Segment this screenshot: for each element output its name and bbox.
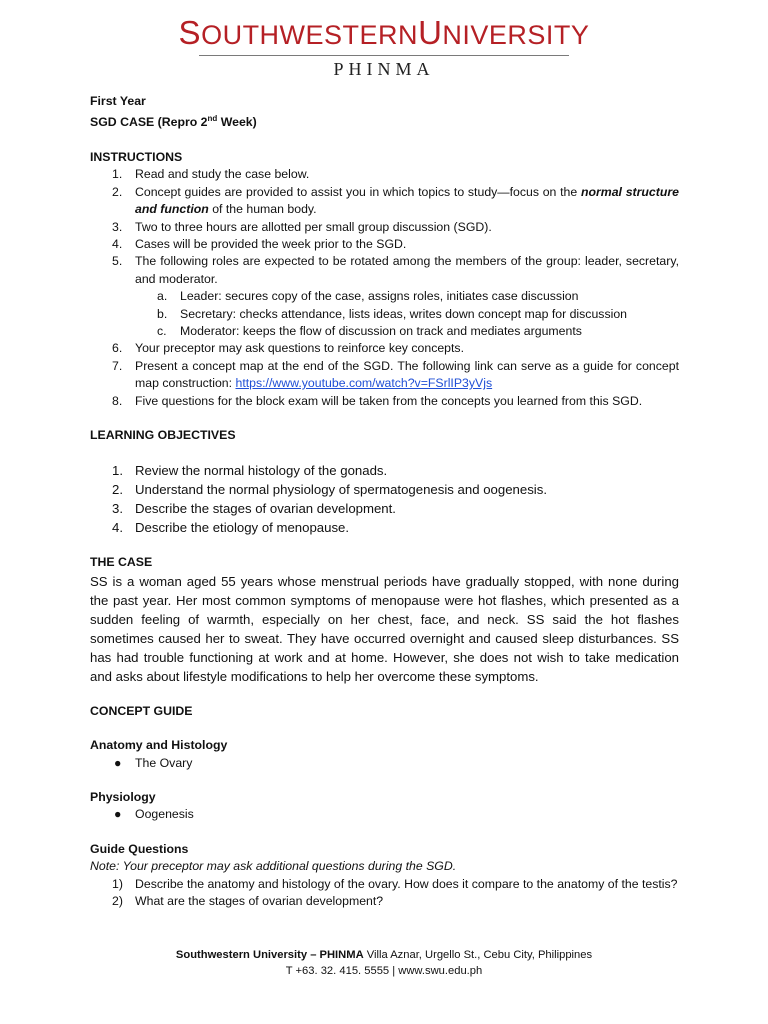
header-divider bbox=[199, 55, 569, 56]
item-text: Leader: secures copy of the case, assigns roles, initiates case discussion bbox=[180, 289, 579, 304]
physiology-list bbox=[90, 806, 679, 823]
year-label: First Year bbox=[90, 94, 146, 108]
list-item bbox=[90, 755, 679, 772]
university-name bbox=[179, 16, 590, 52]
list-item bbox=[90, 219, 679, 236]
list-item bbox=[90, 184, 679, 219]
list-item bbox=[90, 166, 679, 183]
bullet-icon: ● bbox=[114, 755, 122, 770]
list-item bbox=[135, 323, 679, 340]
list-item bbox=[90, 358, 679, 393]
item-number: 5. bbox=[112, 254, 123, 269]
list-item bbox=[90, 518, 679, 537]
item-number: 2. bbox=[112, 184, 123, 199]
case-heading: THE CASE bbox=[90, 555, 153, 570]
roles-list bbox=[135, 288, 679, 340]
item-text: Describe the anatomy and histology of the ovary. How does it compare to the anatomy of the testis? bbox=[135, 876, 678, 891]
footer-contact: T +63. 32. 415. 5555 | www.swu.edu.ph bbox=[285, 965, 483, 977]
footer-address: Villa Aznar, Urgello St., Cebu City, Philippines bbox=[363, 949, 593, 961]
item-text: Describe the stages of ovarian development. bbox=[135, 501, 396, 517]
case-narrative: SS is a woman aged 55 years whose menstrual periods have gradually stopped, with none during the past year. Her most common symptoms of menopause were hot flashes, which presented as a sudden feeling of warmth, especially on her chest, face, and neck. SS said the hot flashes sometimes caused her to sweat. They have occurred overnight and caused sleep disturbances. SS has had trouble functioning at work and at home. However, she does not wish to take medication and asks about lifestyle modifications to help her overcome these symptoms. bbox=[90, 573, 679, 684]
case-title-sup: nd bbox=[207, 114, 218, 124]
sub-brand: PHINMA bbox=[333, 59, 435, 79]
letterhead bbox=[0, 16, 768, 80]
item-number: 7. bbox=[112, 358, 123, 373]
objectives-heading: LEARNING OBJECTIVES bbox=[90, 428, 236, 442]
list-item bbox=[90, 480, 679, 499]
emphasis-text: normal structure and function bbox=[135, 184, 679, 217]
instructions-list bbox=[90, 166, 679, 410]
guide-questions-heading: Guide Questions bbox=[90, 841, 189, 856]
instructions-heading: INSTRUCTIONS bbox=[90, 149, 183, 164]
item-text: Oogenesis bbox=[135, 807, 194, 822]
item-number: 1) bbox=[112, 876, 123, 891]
item-text: Two to three hours are allotted per small group discussion (SGD). bbox=[135, 219, 492, 234]
list-item bbox=[90, 876, 679, 893]
item-text: Your preceptor may ask questions to reinforce key concepts. bbox=[135, 341, 465, 356]
item-text: Understand the normal physiology of spermatogenesis and oogenesis. bbox=[135, 482, 547, 498]
item-text: What are the stages of ovarian development? bbox=[135, 894, 384, 909]
name-part-1: OUTHWESTERN bbox=[201, 20, 419, 50]
guide-questions-list bbox=[90, 876, 679, 911]
anatomy-heading: Anatomy and Histology bbox=[90, 738, 228, 753]
item-number: 4. bbox=[112, 520, 123, 536]
anatomy-list bbox=[90, 755, 679, 772]
case-title bbox=[90, 110, 679, 132]
item-number: 3. bbox=[112, 501, 123, 517]
item-text: Five questions for the block exam will be taken from the concepts you learned from this SGD. bbox=[135, 393, 643, 408]
item-text: Concept guides are provided to assist you in which topics to study—focus on the bbox=[135, 184, 581, 199]
item-number: 8. bbox=[112, 393, 123, 408]
list-item bbox=[90, 461, 679, 480]
item-number: 6. bbox=[112, 341, 123, 356]
list-item bbox=[90, 253, 679, 340]
item-text: Cases will be provided the week prior to the SGD. bbox=[135, 236, 407, 251]
case-title-suffix: Week) bbox=[217, 115, 257, 130]
item-number: 3. bbox=[112, 219, 123, 234]
physiology-heading: Physiology bbox=[90, 790, 156, 805]
item-number: 1. bbox=[112, 167, 123, 182]
item-text: Describe the etiology of menopause. bbox=[135, 520, 350, 536]
footer-address-line bbox=[0, 947, 768, 963]
concept-guide-heading: CONCEPT GUIDE bbox=[90, 703, 193, 718]
list-item bbox=[135, 288, 679, 305]
item-text: The Ovary bbox=[135, 755, 193, 770]
concept-map-video-link[interactable]: https://www.youtube.com/watch?v=FSrlIP3yVjs bbox=[235, 376, 493, 391]
item-number: a. bbox=[157, 289, 168, 304]
list-item bbox=[135, 306, 679, 323]
item-text: The following roles are expected to be rotated among the members of the group: leader, secretary, and moderator. bbox=[135, 254, 679, 286]
item-text: Secretary: checks attendance, lists ideas, writes down concept map for discussion bbox=[180, 306, 627, 321]
item-text: Review the normal histology of the gonads. bbox=[135, 463, 388, 479]
list-item bbox=[90, 393, 679, 410]
item-number: 1. bbox=[112, 463, 123, 479]
list-item bbox=[90, 340, 679, 357]
item-number: c. bbox=[157, 323, 167, 338]
bullet-icon: ● bbox=[114, 807, 122, 822]
item-number: 2. bbox=[112, 482, 123, 498]
list-item bbox=[90, 499, 679, 518]
document-body bbox=[90, 93, 679, 910]
item-text: Present a concept map at the end of the SGD. The following link can serve as a guide for concept map construction: bbox=[135, 358, 679, 391]
list-item bbox=[90, 236, 679, 253]
item-text: of the human body. bbox=[208, 202, 317, 217]
case-title-prefix: SGD CASE (Repro 2 bbox=[90, 115, 208, 130]
item-number: 2) bbox=[112, 894, 123, 909]
page-footer bbox=[0, 947, 768, 979]
list-item bbox=[90, 893, 679, 910]
guide-questions-note: Note: Your preceptor may ask additional questions during the SGD. bbox=[90, 859, 457, 874]
item-text: Moderator: keeps the flow of discussion on track and mediates arguments bbox=[180, 323, 582, 338]
item-text: Read and study the case below. bbox=[135, 167, 310, 182]
name-initial-s: S bbox=[178, 14, 202, 51]
item-number: b. bbox=[157, 306, 168, 321]
footer-org: Southwestern University – PHINMA bbox=[175, 949, 364, 961]
list-item bbox=[90, 806, 679, 823]
objectives-list bbox=[90, 461, 679, 537]
name-initial-u: U bbox=[418, 14, 443, 51]
item-number: 4. bbox=[112, 236, 123, 251]
name-part-2: NIVERSITY bbox=[442, 20, 590, 50]
